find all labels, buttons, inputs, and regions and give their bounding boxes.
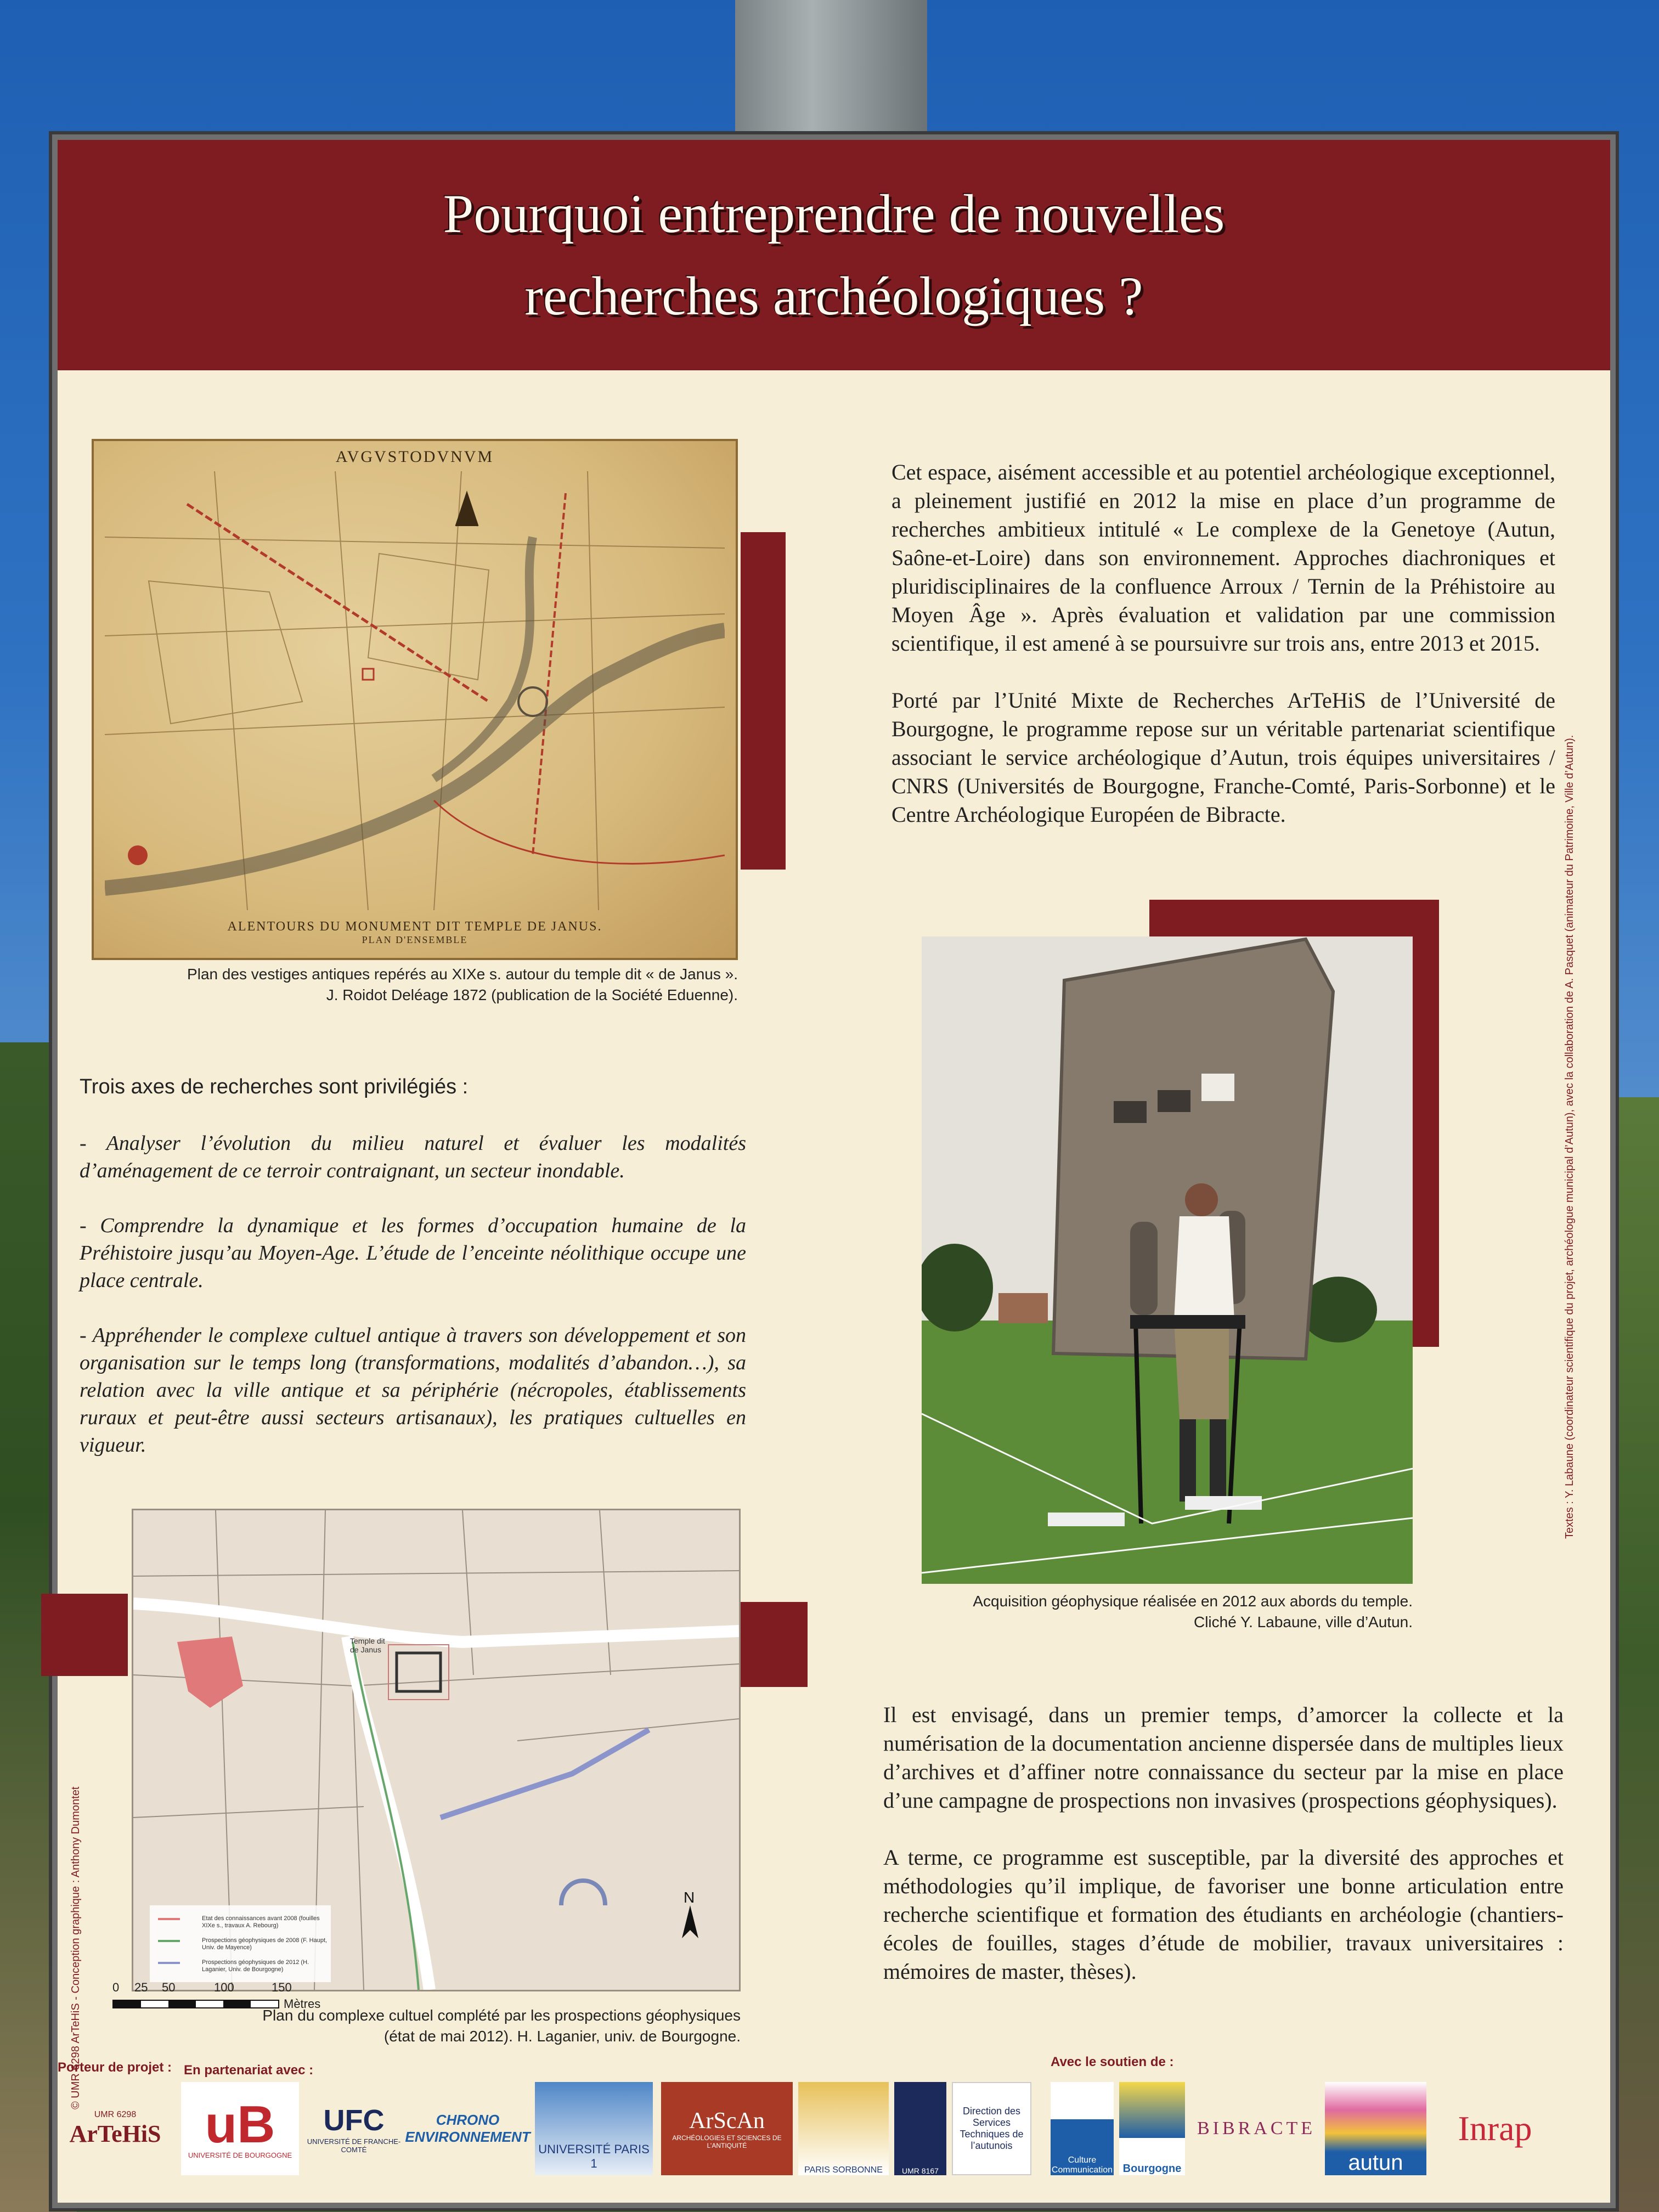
axis-item-3: - Appréhender le complexe cultuel antique à travers son développement et son organisation sur le temps long (transformations, modalités d’abandon…), sa relation avec la ville antique et sa périphérie (nécropoles, établissements ruraux et peut-être aussi secteurs artisanaux), les pratiques cultuelles en vigueur. <box>80 1324 746 1457</box>
map-footer <box>94 919 736 946</box>
culture-logo: Culture Communication <box>1051 2082 1114 2175</box>
historic-map-drawing <box>105 471 725 910</box>
caption-line: (état de mai 2012). H. Laganier, univ. de Bourgogne. <box>383 2028 741 2045</box>
paris1-logo: UNIVERSITÉ PARIS 1 <box>535 2082 653 2175</box>
ufc-logo <box>304 2082 403 2175</box>
axes-heading: Trois axes de recherches sont privilégiés : <box>80 1075 469 1098</box>
caption-line: Plan des vestiges antiques repérés au XIXe s. autour du temple dit « de Janus ». <box>187 966 738 983</box>
temple-label: Temple dit de Janus <box>350 1637 385 1654</box>
decorative-red-bar <box>741 532 786 870</box>
umr8167-logo: UMR 8167 <box>894 2082 946 2175</box>
research-axes <box>80 1073 746 1459</box>
text-credit: Textes : Y. Labaune (coordinateur scientifique du projet, archéologue municipal d’Autun), avec la collaboration de A. Pasquet (animateur du Patrimoine, Ville d’Autun). <box>1564 735 1576 1539</box>
decorative-red-tab <box>41 1594 128 1676</box>
map-footer-title: ALENTOURS DU MONUMENT DIT TEMPLE DE JANUS. <box>227 919 602 934</box>
caption-line: Cliché Y. Labaune, ville d’Autun. <box>1193 1613 1413 1630</box>
axis-item-1: - Analyser l’évolution du milieu naturel et évaluer les modalités d’aménagement de ce terroir contraignant, un secteur inondable. <box>80 1132 746 1182</box>
artehis-name: ArTeHiS <box>69 2120 161 2147</box>
artehis-sub: UMR 6298 <box>94 2109 137 2119</box>
intro-paragraph-2: Porté par l’Unité Mixte de Recherches ArTeHiS de l’Université de Bourgogne, le programme repose sur un véritable partenariat scientifique associant le service archéologique d’Autun, trois équipes universitaires / CNRS (Universités de Bourgogne, Franche-Comté, Paris-Sorbonne) et le Centre Archéologique Européen de Bibracte. <box>891 688 1555 827</box>
program-paragraph-1: Il est envisagé, dans un premier temps, d’amorcer la collecte et la numérisation de la documentation ancienne dispersée dans de multiples lieux d’archives et d’affiner notre connaissance du secteur par la mise en place d’une campagne de prospections non invasives (prospections géophysiques). <box>883 1702 1564 1813</box>
legend-item-2: Prospections géophysiques de 2008 (F. Haupt, Univ. de Mayence) <box>202 1937 328 1951</box>
historic-map-caption <box>92 964 738 1006</box>
autun-logo: autun <box>1325 2082 1426 2175</box>
ub-sub: UNIVERSITÉ DE BOURGOGNE <box>188 2151 292 2159</box>
decorative-red-tab <box>730 1602 808 1687</box>
partner-logos <box>58 2049 1610 2203</box>
legend-item-3: Prospections géophysiques de 2012 (H. Laganier, Univ. de Bourgogne) <box>202 1959 309 1973</box>
map-title: AVGVSTODVNVM <box>335 448 494 466</box>
scale-tick: 100 <box>214 1980 234 1994</box>
bibracte-logo: BIBRACTE <box>1197 2118 1316 2138</box>
caption-line: Acquisition géophysique réalisée en 2012 aux abords du temple. <box>973 1593 1413 1610</box>
map-footer-subtitle: PLAN D'ENSEMBLE <box>362 934 468 945</box>
scale-tick: 150 <box>272 1980 292 1994</box>
legend-item-1: Etat des connaissances avant 2008 (fouilles XIXe s., travaux A. Rebourg) <box>202 1915 320 1929</box>
axis-item-2: - Comprendre la dynamique et les formes d’occupation humaine de la Préhistoire jusqu’au Moyen-Age. L’étude de l’enceinte néolithique occupe une place centrale. <box>80 1214 746 1292</box>
information-panel <box>52 134 1616 2208</box>
arscan-logo <box>661 2082 793 2175</box>
page-title <box>313 173 1355 337</box>
artehis-logo <box>58 2082 173 2175</box>
arscan-sub: ARCHÉOLOGIES ET SCIENCES DE L’ANTIQUITÉ <box>672 2134 782 2149</box>
title-line-1: Pourquoi entreprendre de nouvelles <box>443 183 1225 244</box>
geophysics-map-caption <box>132 2005 741 2047</box>
caption-line: Plan du complexe cultuel complété par les prospections géophysiques <box>262 2007 741 2024</box>
chrono-environnement-logo: CHRONO ENVIRONNEMENT <box>405 2112 531 2145</box>
map-legend <box>202 1915 328 1973</box>
ub-logo <box>181 2082 299 2175</box>
dst-logo: Direction des Services Techniques de l’autunois <box>952 2082 1031 2175</box>
program-paragraph-2: A terme, ce programme est susceptible, par la diversité des approches et méthodologies qu’il implique, de favoriser une bonne articulation entre recherche scientifique et formation des étudiants en archéologie (chantiers-écoles de fouilles, stages d’étude de mobilier, travaux universitaires : mémoires de master, thèses). <box>883 1845 1564 1984</box>
intro-paragraph-1: Cet espace, aisément accessible et au potentiel archéologique exceptionnel, a pleinement justifié en 2012 la mise en place d’un programme de recherches ambitieux intitulé « Le complexe de la Genetoye (Autun, Saône-et-Loire) dans son environnement. Approches diachroniques et pluridisciplinaires de la confluence Arroux / Ternin de la Préhistoire au Moyen Âge ». Après évaluation et validation par une commission scientifique, il est amené à se poursuivre sur trois ans, entre 2013 et 2015. <box>891 460 1555 656</box>
inrap-logo: Inrap <box>1458 2109 1532 2148</box>
program-text <box>883 1701 1564 1986</box>
scale-tick: 50 <box>162 1980 176 1994</box>
north-arrow-label: N <box>684 1889 695 1906</box>
scale-tick: 25 <box>134 1980 148 1994</box>
photo-caption <box>922 1591 1413 1633</box>
intro-text <box>891 458 1555 829</box>
arscan-name: ArScAn <box>689 2108 765 2134</box>
porteur-label: Porteur de projet : <box>58 2060 172 2075</box>
ub-name: uB <box>205 2095 275 2154</box>
scale-tick: 0 <box>112 1980 120 1994</box>
title-line-2: recherches archéologiques ? <box>524 266 1143 326</box>
geophysics-map <box>132 1509 741 1991</box>
ufc-name: UFC <box>323 2104 385 2137</box>
design-credit: © UMR 6298 ArTeHiS - Conception graphique : Anthony Dumontet <box>70 1786 82 2109</box>
bourgogne-logo: Bourgogne <box>1119 2082 1185 2175</box>
scale-units: Mètres <box>284 1997 321 2011</box>
title-banner <box>58 140 1610 370</box>
partenariat-label: En partenariat avec : <box>184 2063 314 2078</box>
caption-line: J. Roidot Deléage 1872 (publication de la Société Eduenne). <box>326 986 738 1003</box>
historic-map <box>92 439 738 960</box>
ufc-sub: UNIVERSITÉ DE FRANCHE-COMTÉ <box>307 2137 401 2154</box>
sign-pole <box>735 0 927 143</box>
photo-scene <box>922 936 1413 1584</box>
geophysics-photo <box>922 936 1413 1584</box>
sorbonne-logo: PARIS SORBONNE <box>798 2082 889 2175</box>
soutien-label: Avec le soutien de : <box>1051 2055 1174 2069</box>
